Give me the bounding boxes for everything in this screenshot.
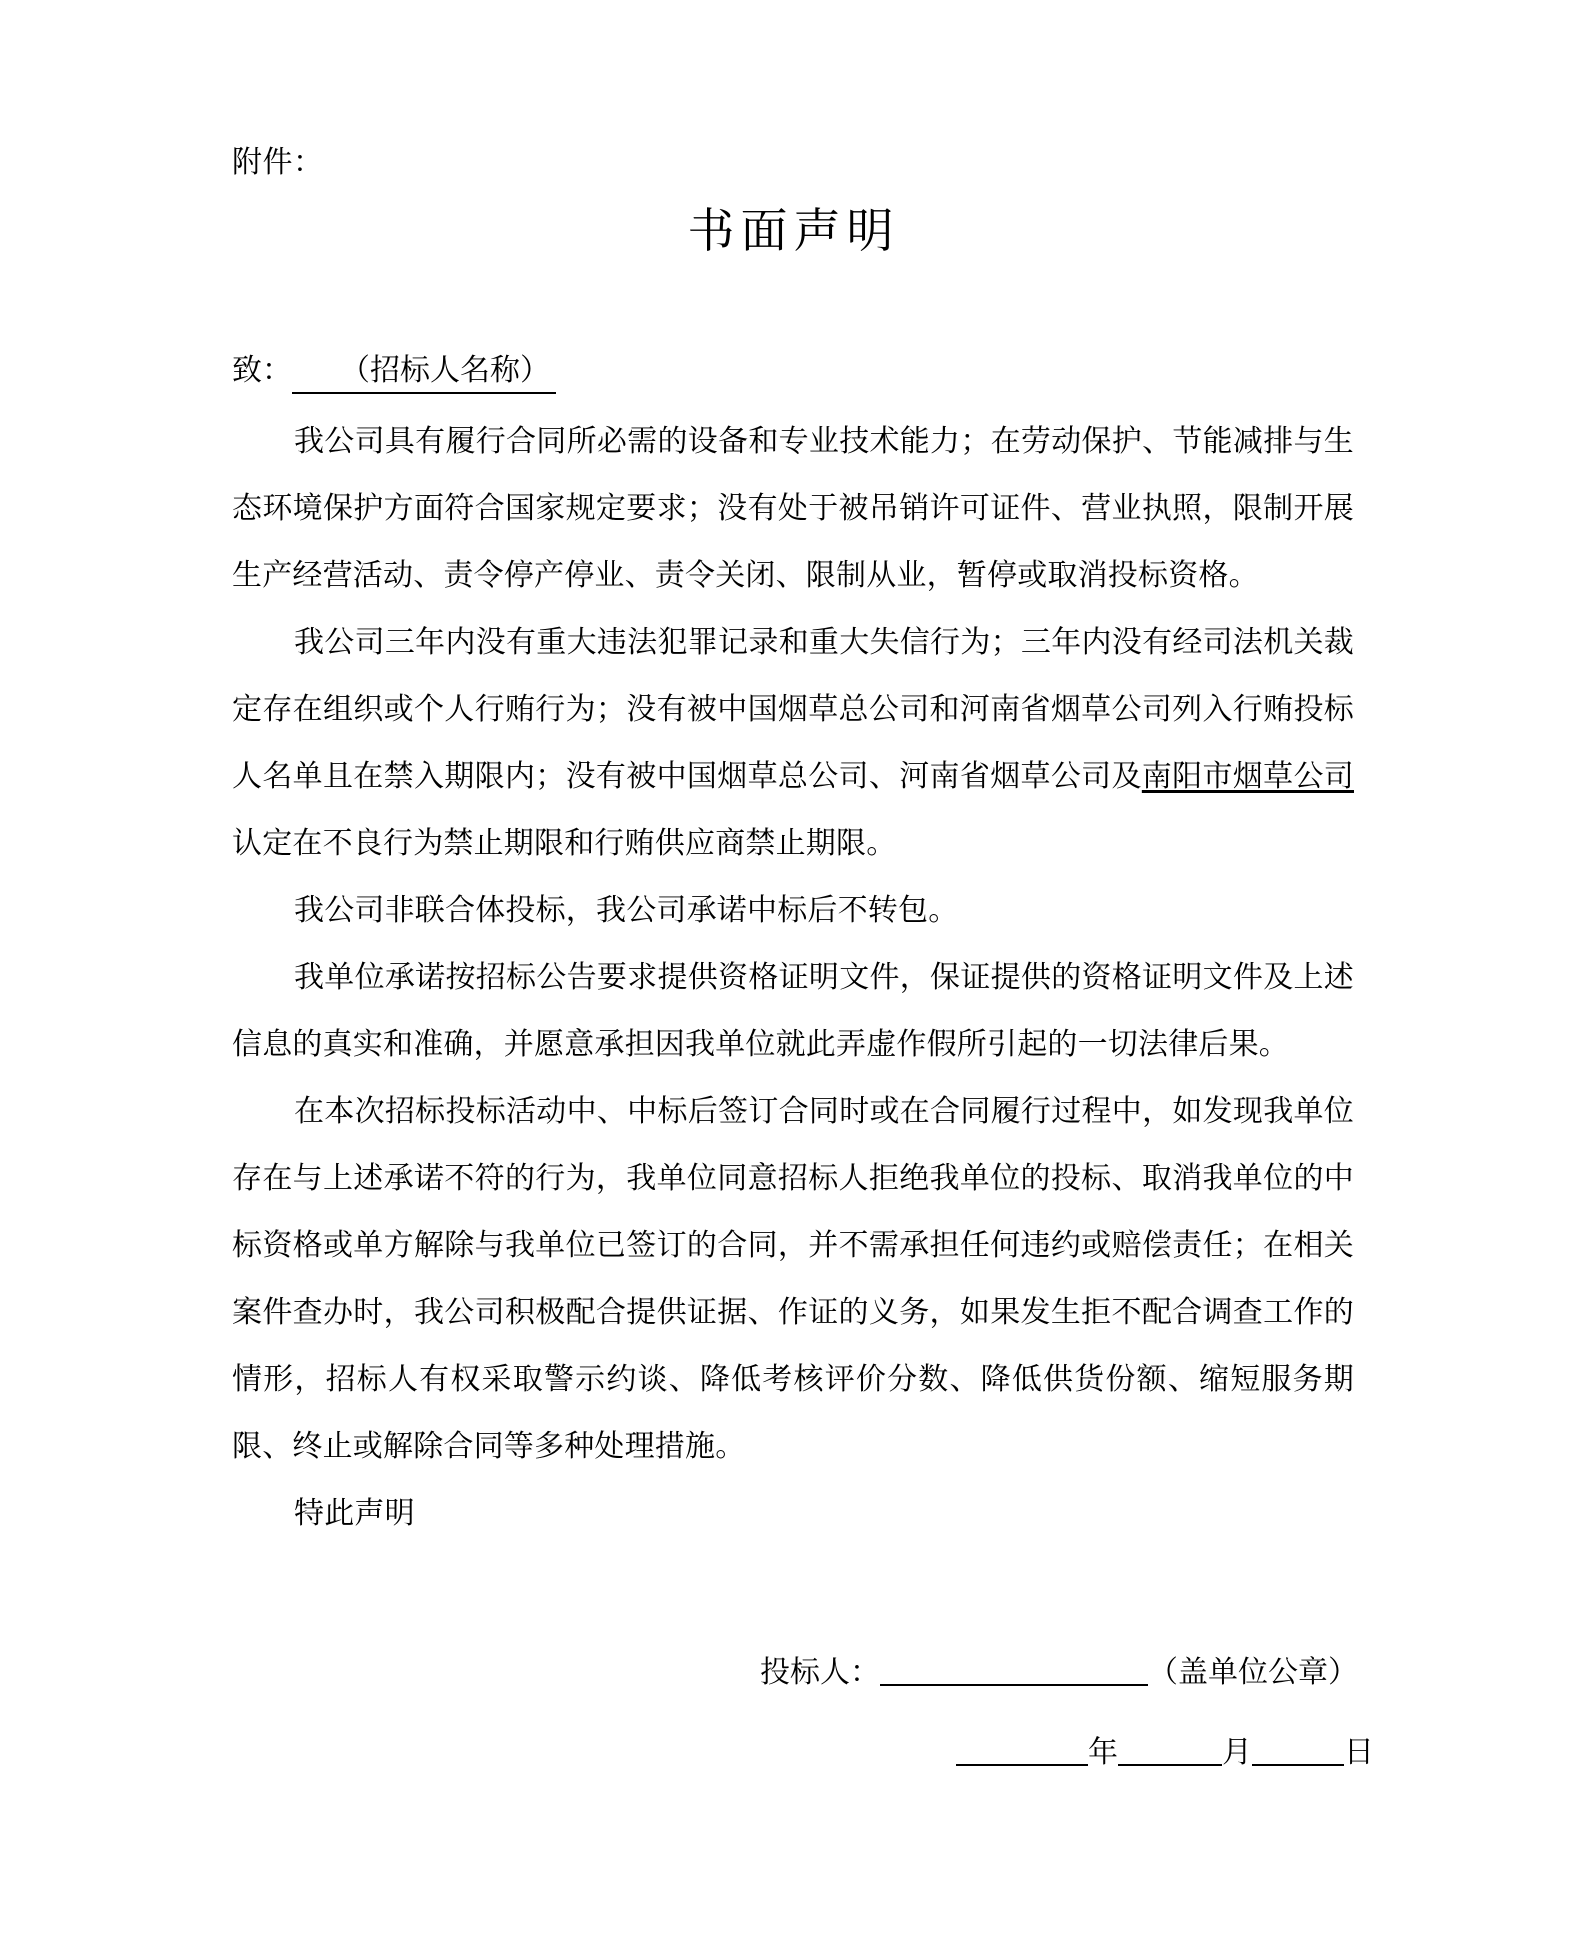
date-row [760, 1734, 1380, 1772]
body-content [232, 408, 1354, 1547]
attachment-label: 附件： [232, 146, 324, 179]
bidder-name-blank[interactable] [880, 1654, 1148, 1686]
bidder-row [760, 1654, 1380, 1692]
day-label: 日 [1344, 1735, 1374, 1769]
recipient-label: 致： [232, 354, 292, 387]
date-day-blank[interactable] [1252, 1736, 1344, 1766]
month-label: 月 [1222, 1735, 1252, 1769]
paragraph-2 [232, 609, 1354, 877]
signature-block [760, 1654, 1380, 1771]
paragraph-2-segment-3: 认定在不良行为禁止期限和行贿供应商禁止期限。 [232, 827, 897, 860]
paragraph-3: 我公司非联合体投标，我公司承诺中标后不转包。 [294, 894, 959, 927]
year-label: 年 [1088, 1735, 1118, 1769]
page-title: 书面声明 [687, 206, 900, 258]
paragraph-4: 我单位承诺按招标公告要求提供资格证明文件，保证提供的资格证明文件及上述信息的真实和准确，并愿意承担因我单位就此弄虚作假所引起的一切法律后果。 [232, 961, 1354, 1061]
recipient-line [232, 353, 556, 394]
date-month-blank[interactable] [1118, 1736, 1222, 1766]
bidder-label: 投标人： [760, 1656, 880, 1689]
seal-note: （盖单位公章） [1148, 1656, 1358, 1689]
paragraph-2-segment-1: 我公司三年内没有重大违法犯罪记录和重大失信行为；三年内没有经司法机关裁定存在组织或个人行贿行为；没有被中国烟草总公司和河南省烟草公司列入行贿投标人名单且在禁入期限内；没有被中国烟草总公司、河南省烟草公司及 [232, 626, 1354, 793]
recipient-name-blank[interactable] [292, 353, 556, 394]
date-year-blank[interactable] [956, 1736, 1088, 1766]
paragraph-5: 在本次招标投标活动中、中标后签订合同时或在合同履行过程中，如发现我单位存在与上述承诺不符的行为，我单位同意招标人拒绝我单位的投标、取消我单位的中标资格或单方解除与我单位已签订的合同，并不需承担任何违约或赔偿责任；在相关案件查办时，我公司积极配合提供证据、作证的义务，如果发生拒不配合调查工作的情形，招标人有权采取警示约谈、降低考核评价分数、降低供货份额、缩短服务期限、终止或解除合同等多种处理措施。 [232, 1095, 1354, 1463]
paragraph-1: 我公司具有履行合同所必需的设备和专业技术能力；在劳动保护、节能减排与生态环境保护方面符合国家规定要求；没有处于被吊销许可证件、营业执照，限制开展生产经营活动、责令停产停业、责令关闭、限制从业，暂停或取消投标资格。 [232, 425, 1354, 592]
recipient-placeholder-text: （招标人名称） [340, 354, 550, 387]
paragraph-2-underlined-company: 南阳市烟草公司 [1141, 760, 1354, 793]
paragraph-6-closing: 特此声明 [294, 1497, 415, 1530]
